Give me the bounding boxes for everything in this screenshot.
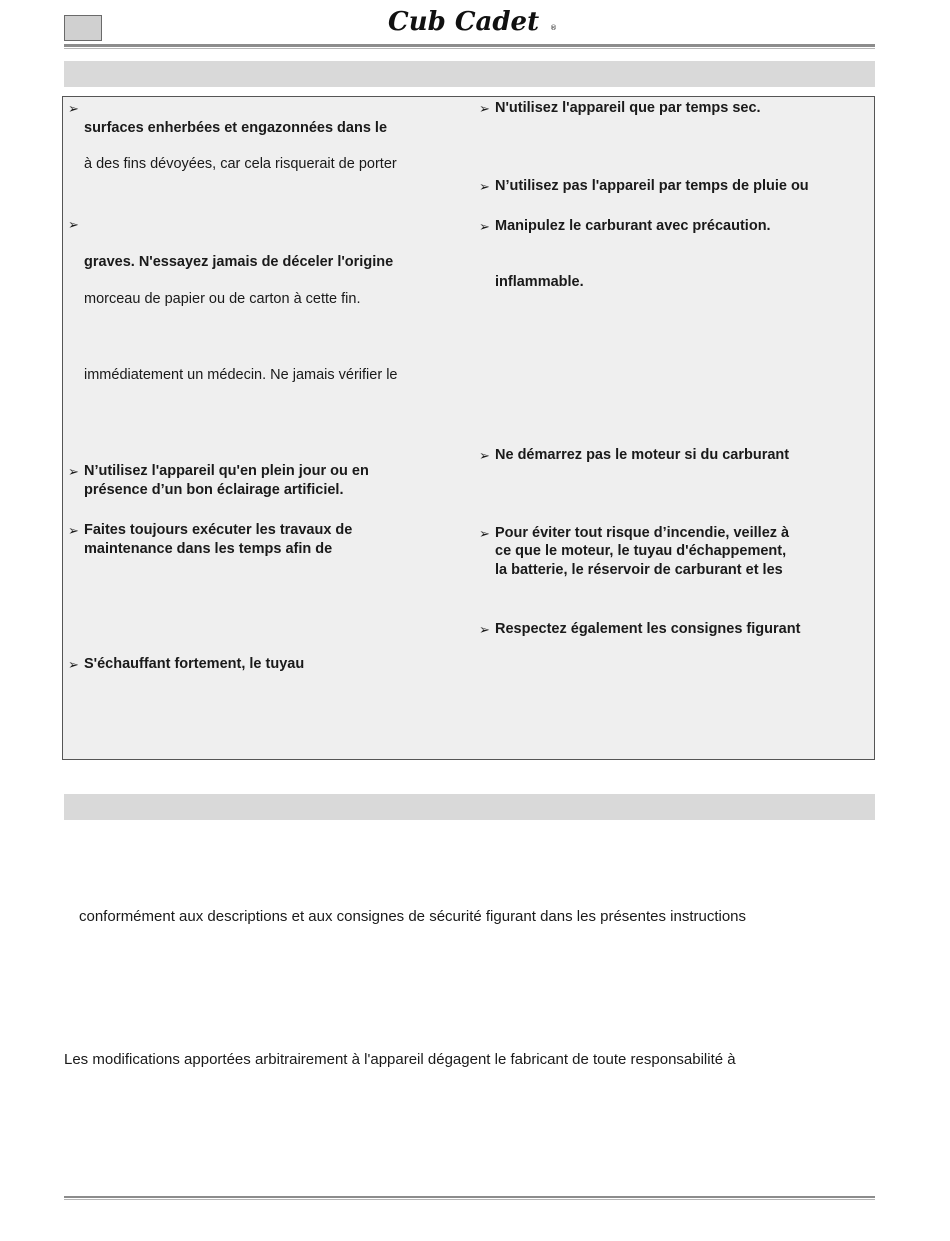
left-text-line: morceau de papier ou de carton à cette fin. — [84, 291, 361, 307]
right-item-fire: ce que le moteur, le tuyau d'échappement, — [495, 543, 787, 559]
footer-rule — [64, 1196, 875, 1198]
bullet-arrow-icon: ➢ — [479, 622, 490, 637]
left-text-line: immédiatement un médecin. Ne jamais vérifier le — [84, 367, 398, 383]
section-heading-bar-safety — [64, 61, 875, 87]
bullet-arrow-icon: ➢ — [68, 464, 79, 479]
conformity-paragraph: conformément aux descriptions et aux consignes de sécurité figurant dans les présentes instructions — [79, 908, 747, 925]
right-item-start: Ne démarrez pas le moteur si du carburant — [495, 447, 790, 463]
left-item-maintenance: maintenance dans les temps afin de — [84, 541, 333, 557]
right-item-fire: Pour éviter tout risque d’incendie, veillez à — [495, 525, 790, 541]
left-item-maintenance: Faites toujours exécuter les travaux de — [84, 522, 353, 538]
right-item-flammable: inflammable. — [495, 274, 584, 290]
left-item-exhaust: S'échauffant fortement, le tuyau — [84, 656, 305, 672]
bullet-arrow-icon: ➢ — [68, 523, 79, 538]
left-item-daylight: présence d’un bon éclairage artificiel. — [84, 482, 344, 498]
right-item-respect: Respectez également les consignes figurant — [495, 621, 801, 637]
modifications-paragraph: Les modifications apportées arbitrairement à l'appareil dégagent le fabricant de toute responsabilité à — [64, 1051, 736, 1068]
bullet-arrow-icon: ➢ — [68, 217, 79, 232]
header-rule — [64, 44, 875, 47]
bullet-arrow-icon: ➢ — [479, 179, 490, 194]
cub-cadet-logo — [384, 2, 564, 42]
header-rule-thin — [64, 48, 875, 49]
right-item-fuel: Manipulez le carburant avec précaution. — [495, 218, 771, 234]
left-text-line: surfaces enherbées et engazonnées dans le — [84, 120, 388, 136]
left-item-daylight: N’utilisez l'appareil qu'en plein jour ou en — [84, 463, 369, 479]
bullet-arrow-icon: ➢ — [479, 219, 490, 234]
right-item-fire: la batterie, le réservoir de carburant et les — [495, 562, 783, 578]
svg-text:®: ® — [550, 24, 557, 32]
page-number-box — [64, 15, 102, 41]
right-item-rain: N’utilisez pas l'appareil par temps de pluie ou — [495, 178, 809, 194]
left-text-line: graves. N'essayez jamais de déceler l'origine — [84, 254, 394, 270]
bullet-arrow-icon: ➢ — [68, 657, 79, 672]
bullet-arrow-icon: ➢ — [68, 101, 79, 116]
footer-rule-thin — [64, 1199, 875, 1200]
bullet-arrow-icon: ➢ — [479, 101, 490, 116]
left-text-line: à des fins dévoyées, car cela risquerait de porter — [84, 156, 397, 172]
section-heading-bar-usage — [64, 794, 875, 820]
bullet-arrow-icon: ➢ — [479, 448, 490, 463]
svg-text:Cub Cadet: Cub Cadet — [388, 7, 540, 37]
right-item-dry: N'utilisez l'appareil que par temps sec. — [495, 100, 761, 116]
bullet-arrow-icon: ➢ — [479, 526, 490, 541]
